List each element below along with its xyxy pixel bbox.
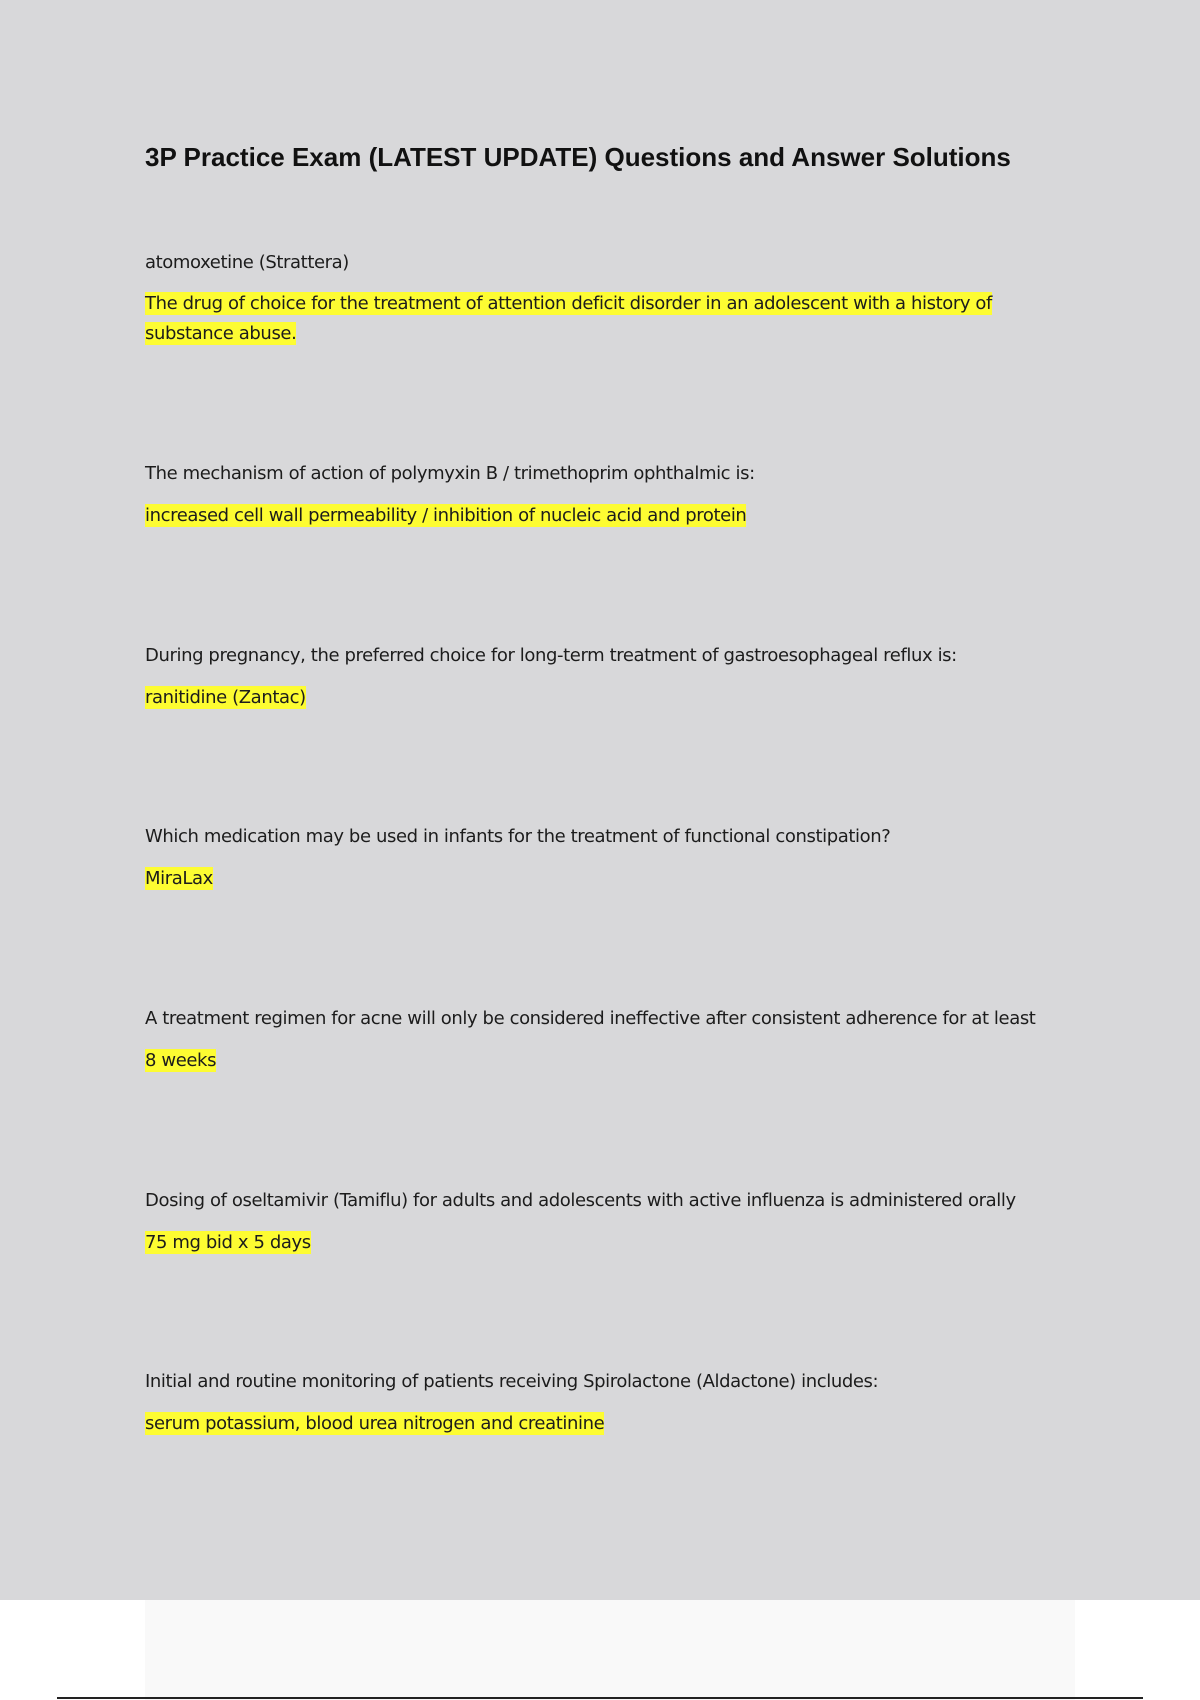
qa-item bbox=[145, 1004, 1075, 1076]
qa-item bbox=[145, 822, 1075, 894]
question-text: A treatment regimen for acne will only be considered ineffective after consistent adherence for at least bbox=[145, 1008, 1036, 1029]
question-text: The mechanism of action of polymyxin B / trimethoprim ophthalmic is: bbox=[145, 463, 755, 484]
question-text: Initial and routine monitoring of patients receiving Spirolactone (Aldactone) includes: bbox=[145, 1371, 879, 1392]
answer-highlight: 75 mg bid x 5 days bbox=[145, 1232, 311, 1253]
answer-text bbox=[145, 1228, 1075, 1258]
answer-text bbox=[145, 683, 1075, 713]
answer-text bbox=[145, 501, 1075, 531]
answer-text bbox=[145, 1409, 1075, 1439]
answer-highlight: ranitidine (Zantac) bbox=[145, 687, 306, 708]
next-page-preview bbox=[145, 1600, 1075, 1700]
question-text: Which medication may be used in infants for the treatment of functional constipation? bbox=[145, 826, 891, 847]
answer-highlight: serum potassium, blood urea nitrogen and creatinine bbox=[145, 1413, 605, 1434]
answer-text bbox=[145, 289, 1075, 349]
qa-item bbox=[145, 1367, 1075, 1439]
qa-item bbox=[145, 459, 1075, 531]
question-text: Dosing of oseltamivir (Tamiflu) for adults and adolescents with active influenza is administered orally bbox=[145, 1190, 1016, 1211]
answer-highlight: The drug of choice for the treatment of attention deficit disorder in an adolescent with a history of substance abuse. bbox=[145, 293, 992, 344]
page-divider bbox=[57, 1697, 1143, 1699]
question-text: atomoxetine (Strattera) bbox=[145, 252, 349, 273]
answer-highlight: MiraLax bbox=[145, 868, 213, 889]
qa-item bbox=[145, 1186, 1075, 1258]
answer-text bbox=[145, 864, 1075, 894]
answer-text bbox=[145, 1046, 1075, 1076]
qa-item bbox=[145, 641, 1075, 713]
answer-highlight: 8 weeks bbox=[145, 1050, 217, 1071]
qa-item bbox=[145, 248, 1075, 349]
answer-highlight: increased cell wall permeability / inhibition of nucleic acid and protein bbox=[145, 505, 747, 526]
document-title: 3P Practice Exam (LATEST UPDATE) Questions and Answer Solutions bbox=[145, 142, 1011, 172]
question-text: During pregnancy, the preferred choice for long-term treatment of gastroesophageal reflux is: bbox=[145, 645, 957, 666]
